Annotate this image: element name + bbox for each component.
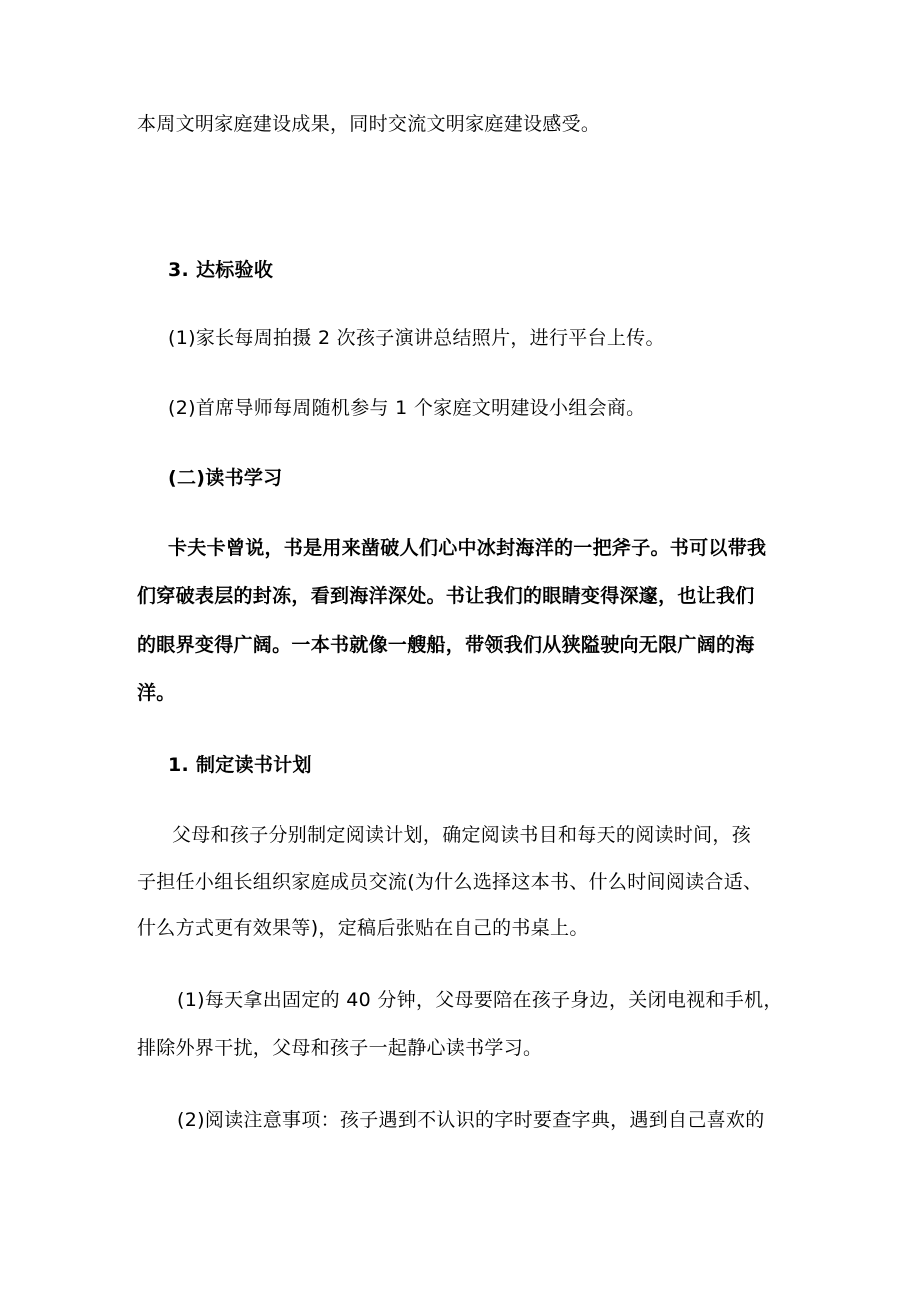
- plan-item-2-line: (2)阅读注意事项：孩子遇到不认识的字时要查字典，遇到自己喜欢的: [177, 1109, 765, 1131]
- part-2-heading: (二)读书学习: [168, 467, 283, 489]
- section-3-heading: 3. 达标验收: [168, 259, 274, 281]
- plan-paragraph-line: 什么方式更有效果等)，定稿后张贴在自己的书桌上。: [137, 917, 589, 939]
- plan-paragraph-line: 子担任小组长组织家庭成员交流(为什么选择这本书、什么时间阅读合适、: [137, 871, 763, 893]
- section-3-item-1: (1)家长每周拍摄 2 次孩子演讲总结照片，进行平台上传。: [168, 327, 665, 349]
- intro-paragraph-line: 洋。: [137, 682, 176, 704]
- subsection-1-heading: 1. 制定读书计划: [168, 754, 312, 776]
- plan-item-1-line: 排除外界干扰，父母和孩子一起静心读书学习。: [137, 1037, 543, 1059]
- intro-paragraph-line: 的眼界变得广阔。一本书就像一艘船，带领我们从狭隘驶向无限广阔的海: [137, 634, 755, 656]
- continuation-line: 本周文明家庭建设成果，同时交流文明家庭建设感受。: [137, 113, 601, 135]
- intro-paragraph-line: 们穿破表层的封冻，看到海洋深处。书让我们的眼睛变得深邃，也让我们: [137, 585, 755, 607]
- plan-paragraph-line: 父母和孩子分别制定阅读计划，确定阅读书目和每天的阅读时间，孩: [172, 824, 752, 846]
- plan-item-1-line: (1)每天拿出固定的 40 分钟，父母要陪在孩子身边，关闭电视和手机，: [177, 989, 783, 1011]
- intro-paragraph-line: 卡夫卡曾说，书是用来凿破人们心中冰封海洋的一把斧子。书可以带我: [168, 537, 767, 559]
- section-3-item-2: (2)首席导师每周随机参与 1 个家庭文明建设小组会商。: [168, 397, 646, 419]
